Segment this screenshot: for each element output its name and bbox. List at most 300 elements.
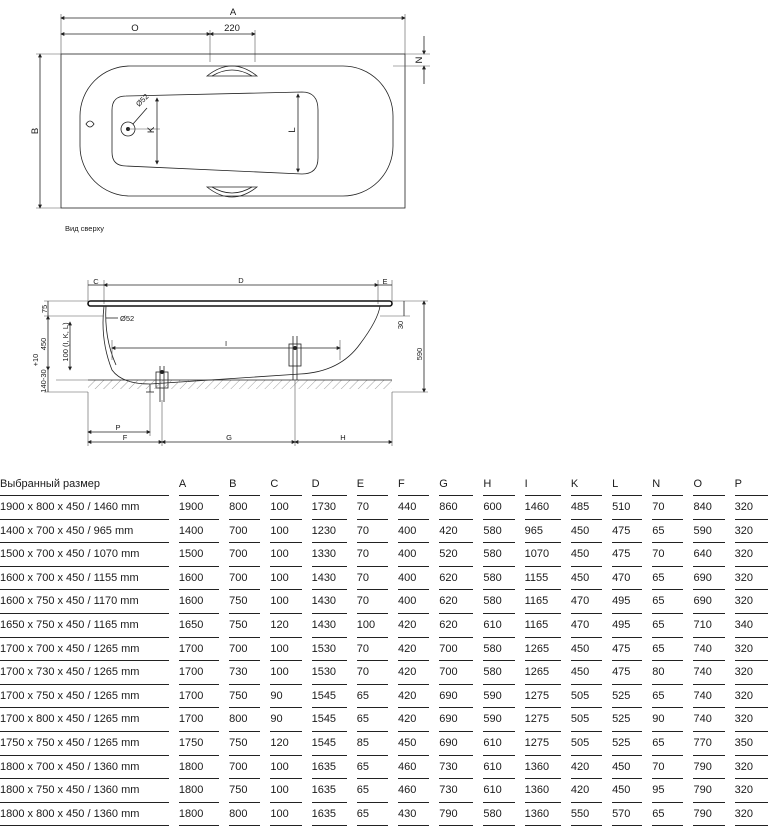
value-cell: 400 — [398, 590, 429, 614]
column-gap — [388, 731, 398, 755]
column-gap — [260, 519, 270, 543]
value-cell: 475 — [612, 661, 642, 685]
value-cell: 1750 — [179, 731, 219, 755]
column-gap — [602, 731, 612, 755]
value-cell: 1545 — [312, 684, 347, 708]
value-cell: 700 — [229, 519, 260, 543]
side-view — [31, 276, 428, 446]
column-gap — [429, 684, 439, 708]
drain-diameter-label: Ø52 — [134, 92, 151, 109]
column-gap — [260, 496, 270, 520]
column-gap — [602, 684, 612, 708]
column-gap — [642, 661, 652, 685]
column-gap — [515, 590, 525, 614]
header-col-k: K — [571, 473, 602, 496]
column-gap — [388, 708, 398, 732]
column-gap — [302, 779, 312, 803]
table-row — [0, 731, 768, 755]
value-cell: 750 — [229, 613, 260, 637]
value-cell: 320 — [735, 590, 768, 614]
value-cell: 730 — [229, 661, 260, 685]
column-gap — [561, 637, 571, 661]
value-cell: 1650 — [179, 613, 219, 637]
value-cell: 700 — [439, 637, 473, 661]
value-cell: 420 — [439, 519, 473, 543]
size-cell: 1700 x 800 x 450 / 1265 mm — [0, 708, 169, 732]
value-cell: 100 — [270, 543, 301, 567]
value-cell: 1530 — [312, 661, 347, 685]
header-col-e: E — [357, 473, 388, 496]
column-gap — [602, 566, 612, 590]
column-gap — [725, 779, 735, 803]
value-cell: 1165 — [525, 613, 561, 637]
header-col-h: H — [483, 473, 514, 496]
value-cell: 320 — [735, 802, 768, 826]
value-cell: 790 — [693, 802, 724, 826]
column-gap — [642, 496, 652, 520]
value-cell: 1800 — [179, 779, 219, 803]
value-cell: 620 — [439, 590, 473, 614]
table-row — [0, 637, 768, 661]
column-gap — [429, 708, 439, 732]
column-gap — [725, 519, 735, 543]
column-gap — [642, 779, 652, 803]
table-row — [0, 613, 768, 637]
value-cell: 550 — [571, 802, 602, 826]
column-gap — [302, 519, 312, 543]
dimensions-table — [0, 473, 768, 826]
column-gap — [683, 590, 693, 614]
value-cell: 1430 — [312, 590, 347, 614]
column-gap — [169, 496, 179, 520]
column-gap — [515, 566, 525, 590]
value-cell: 70 — [357, 590, 388, 614]
column-gap — [347, 708, 357, 732]
column-gap — [683, 473, 693, 496]
column-gap — [302, 543, 312, 567]
column-gap — [388, 802, 398, 826]
value-cell: 1275 — [525, 731, 561, 755]
value-cell: 320 — [735, 708, 768, 732]
column-gap — [347, 637, 357, 661]
value-cell: 790 — [439, 802, 473, 826]
value-cell: 640 — [693, 543, 724, 567]
column-gap — [602, 755, 612, 779]
dim-220-label: 220 — [224, 23, 240, 34]
column-gap — [260, 590, 270, 614]
value-cell: 100 — [270, 637, 301, 661]
value-cell: 450 — [398, 731, 429, 755]
dim-i-label: I — [224, 339, 228, 348]
column-gap — [515, 802, 525, 826]
dim-l-label: L — [287, 127, 298, 133]
column-gap — [561, 543, 571, 567]
value-cell: 320 — [735, 543, 768, 567]
column-gap — [642, 684, 652, 708]
value-cell: 320 — [735, 637, 768, 661]
column-gap — [602, 613, 612, 637]
value-cell: 750 — [229, 731, 260, 755]
value-cell: 320 — [735, 519, 768, 543]
value-cell: 65 — [357, 684, 388, 708]
column-gap — [347, 684, 357, 708]
column-gap — [683, 496, 693, 520]
value-cell: 70 — [357, 543, 388, 567]
column-gap — [561, 755, 571, 779]
column-gap — [725, 496, 735, 520]
header-col-n: N — [652, 473, 683, 496]
column-gap — [429, 590, 439, 614]
value-cell: 70 — [357, 566, 388, 590]
value-cell: 610 — [483, 613, 514, 637]
dim-g-label: G — [226, 433, 232, 442]
value-cell: 610 — [483, 731, 514, 755]
header-selected-size: Выбранный размер — [0, 473, 169, 496]
column-gap — [347, 543, 357, 567]
column-gap — [642, 755, 652, 779]
dim-100-label: 100 (I, K, L) — [61, 322, 70, 362]
column-gap — [642, 731, 652, 755]
value-cell: 790 — [693, 755, 724, 779]
value-cell: 80 — [652, 661, 683, 685]
column-gap — [169, 543, 179, 567]
value-cell: 505 — [571, 684, 602, 708]
column-gap — [642, 473, 652, 496]
value-cell: 65 — [357, 802, 388, 826]
column-gap — [219, 637, 229, 661]
value-cell: 580 — [483, 802, 514, 826]
column-gap — [473, 779, 483, 803]
value-cell: 800 — [229, 708, 260, 732]
size-cell: 1400 x 700 x 450 / 965 mm — [0, 519, 169, 543]
value-cell: 470 — [571, 590, 602, 614]
column-gap — [169, 731, 179, 755]
column-gap — [683, 731, 693, 755]
value-cell: 1460 — [525, 496, 561, 520]
value-cell: 840 — [693, 496, 724, 520]
column-gap — [561, 473, 571, 496]
column-gap — [219, 519, 229, 543]
column-gap — [515, 543, 525, 567]
value-cell: 100 — [270, 590, 301, 614]
column-gap — [561, 661, 571, 685]
column-gap — [683, 519, 693, 543]
column-gap — [169, 779, 179, 803]
header-col-c: C — [270, 473, 301, 496]
value-cell: 450 — [571, 566, 602, 590]
value-cell: 100 — [270, 519, 301, 543]
size-cell: 1900 x 800 x 450 / 1460 mm — [0, 496, 169, 520]
column-gap — [642, 566, 652, 590]
value-cell: 65 — [652, 802, 683, 826]
column-gap — [260, 637, 270, 661]
value-cell: 95 — [652, 779, 683, 803]
value-cell: 1600 — [179, 590, 219, 614]
column-gap — [473, 590, 483, 614]
column-gap — [515, 684, 525, 708]
value-cell: 70 — [357, 661, 388, 685]
value-cell: 420 — [398, 637, 429, 661]
value-cell: 690 — [439, 684, 473, 708]
value-cell: 85 — [357, 731, 388, 755]
value-cell: 320 — [735, 566, 768, 590]
column-gap — [388, 519, 398, 543]
column-gap — [429, 731, 439, 755]
column-gap — [388, 755, 398, 779]
column-gap — [260, 473, 270, 496]
column-gap — [169, 661, 179, 685]
size-cell: 1600 x 700 x 450 / 1155 mm — [0, 566, 169, 590]
column-gap — [561, 779, 571, 803]
column-gap — [725, 566, 735, 590]
size-cell: 1800 x 750 x 450 / 1360 mm — [0, 779, 169, 803]
value-cell: 65 — [652, 566, 683, 590]
value-cell: 730 — [439, 779, 473, 803]
column-gap — [725, 755, 735, 779]
column-gap — [429, 543, 439, 567]
column-gap — [473, 755, 483, 779]
value-cell: 1700 — [179, 637, 219, 661]
column-gap — [169, 613, 179, 637]
column-gap — [683, 566, 693, 590]
column-gap — [302, 590, 312, 614]
column-gap — [388, 779, 398, 803]
column-gap — [347, 473, 357, 496]
value-cell: 1330 — [312, 543, 347, 567]
column-gap — [725, 590, 735, 614]
value-cell: 320 — [735, 661, 768, 685]
column-gap — [260, 802, 270, 826]
column-gap — [725, 802, 735, 826]
value-cell: 800 — [229, 802, 260, 826]
column-gap — [561, 519, 571, 543]
value-cell: 1635 — [312, 779, 347, 803]
table-row — [0, 755, 768, 779]
column-gap — [260, 661, 270, 685]
value-cell: 400 — [398, 566, 429, 590]
column-gap — [473, 708, 483, 732]
column-gap — [429, 779, 439, 803]
table-row — [0, 779, 768, 803]
value-cell: 505 — [571, 731, 602, 755]
header-col-a: A — [179, 473, 219, 496]
value-cell: 65 — [652, 519, 683, 543]
table-row — [0, 708, 768, 732]
value-cell: 1360 — [525, 755, 561, 779]
value-cell: 1500 — [179, 543, 219, 567]
value-cell: 320 — [735, 755, 768, 779]
value-cell: 100 — [270, 755, 301, 779]
value-cell: 450 — [571, 637, 602, 661]
value-cell: 580 — [483, 590, 514, 614]
column-gap — [561, 708, 571, 732]
value-cell: 400 — [398, 543, 429, 567]
column-gap — [388, 496, 398, 520]
column-gap — [219, 566, 229, 590]
dim-e-label: E — [382, 277, 388, 286]
column-gap — [683, 543, 693, 567]
column-gap — [388, 661, 398, 685]
value-cell: 475 — [612, 637, 642, 661]
column-gap — [169, 708, 179, 732]
column-gap — [683, 637, 693, 661]
column-gap — [347, 779, 357, 803]
column-gap — [515, 708, 525, 732]
value-cell: 1275 — [525, 708, 561, 732]
value-cell: 590 — [693, 519, 724, 543]
dim-140-label: 140-30 — [39, 369, 48, 393]
column-gap — [561, 496, 571, 520]
floor-hatching — [88, 380, 392, 389]
column-gap — [602, 779, 612, 803]
value-cell: 600 — [483, 496, 514, 520]
column-gap — [683, 684, 693, 708]
column-gap — [515, 779, 525, 803]
size-cell: 1700 x 700 x 450 / 1265 mm — [0, 637, 169, 661]
value-cell: 965 — [525, 519, 561, 543]
column-gap — [219, 708, 229, 732]
column-gap — [169, 473, 179, 496]
value-cell: 1430 — [312, 613, 347, 637]
value-cell: 450 — [571, 519, 602, 543]
value-cell: 740 — [693, 684, 724, 708]
dim-n-label: N — [414, 56, 425, 64]
column-gap — [347, 731, 357, 755]
column-gap — [347, 802, 357, 826]
column-gap — [561, 613, 571, 637]
column-gap — [169, 802, 179, 826]
value-cell: 730 — [439, 755, 473, 779]
value-cell: 690 — [439, 708, 473, 732]
value-cell: 65 — [357, 779, 388, 803]
header-col-d: D — [312, 473, 347, 496]
leg-right — [289, 336, 301, 380]
dim-10-label: +10 — [31, 353, 40, 367]
column-gap — [219, 684, 229, 708]
value-cell: 470 — [612, 566, 642, 590]
column-gap — [429, 496, 439, 520]
column-gap — [388, 637, 398, 661]
value-cell: 700 — [229, 637, 260, 661]
column-gap — [683, 779, 693, 803]
column-gap — [602, 473, 612, 496]
value-cell: 570 — [612, 802, 642, 826]
value-cell: 750 — [229, 590, 260, 614]
size-cell: 1500 x 700 x 450 / 1070 mm — [0, 543, 169, 567]
column-gap — [219, 590, 229, 614]
column-gap — [302, 613, 312, 637]
value-cell: 1700 — [179, 661, 219, 685]
table-row — [0, 684, 768, 708]
column-gap — [473, 731, 483, 755]
column-gap — [260, 566, 270, 590]
column-gap — [642, 613, 652, 637]
table-row — [0, 566, 768, 590]
value-cell: 350 — [735, 731, 768, 755]
column-gap — [260, 543, 270, 567]
header-col-b: B — [229, 473, 260, 496]
column-gap — [473, 473, 483, 496]
column-gap — [602, 496, 612, 520]
value-cell: 1635 — [312, 802, 347, 826]
value-cell: 710 — [693, 613, 724, 637]
value-cell: 320 — [735, 496, 768, 520]
dim-h-label: H — [340, 433, 346, 442]
value-cell: 450 — [571, 661, 602, 685]
value-cell: 475 — [612, 543, 642, 567]
column-gap — [169, 755, 179, 779]
column-gap — [683, 708, 693, 732]
column-gap — [347, 590, 357, 614]
column-gap — [473, 613, 483, 637]
value-cell: 70 — [652, 755, 683, 779]
dim-75-label: 75 — [40, 304, 49, 314]
column-gap — [429, 802, 439, 826]
column-gap — [429, 755, 439, 779]
column-gap — [725, 543, 735, 567]
header-col-g: G — [439, 473, 473, 496]
column-gap — [473, 802, 483, 826]
value-cell: 620 — [439, 613, 473, 637]
value-cell: 1600 — [179, 566, 219, 590]
column-gap — [602, 802, 612, 826]
value-cell: 495 — [612, 613, 642, 637]
column-gap — [429, 637, 439, 661]
value-cell: 475 — [612, 519, 642, 543]
dim-f-label: F — [122, 433, 128, 442]
table-body — [0, 496, 768, 826]
value-cell: 460 — [398, 755, 429, 779]
column-gap — [169, 566, 179, 590]
column-gap — [169, 590, 179, 614]
value-cell: 1700 — [179, 708, 219, 732]
table-header-row — [0, 473, 768, 496]
column-gap — [725, 637, 735, 661]
value-cell: 860 — [439, 496, 473, 520]
column-gap — [515, 661, 525, 685]
dim-450-label: 450 — [39, 337, 48, 351]
value-cell: 1265 — [525, 661, 561, 685]
value-cell: 740 — [693, 637, 724, 661]
value-cell: 320 — [735, 684, 768, 708]
header-col-f: F — [398, 473, 429, 496]
column-gap — [388, 473, 398, 496]
value-cell: 1360 — [525, 779, 561, 803]
value-cell: 520 — [439, 543, 473, 567]
value-cell: 690 — [693, 566, 724, 590]
value-cell: 450 — [571, 543, 602, 567]
column-gap — [347, 661, 357, 685]
column-gap — [388, 543, 398, 567]
value-cell: 700 — [229, 566, 260, 590]
value-cell: 1700 — [179, 684, 219, 708]
column-gap — [429, 519, 439, 543]
column-gap — [515, 473, 525, 496]
value-cell: 690 — [693, 590, 724, 614]
column-gap — [561, 590, 571, 614]
column-gap — [473, 543, 483, 567]
table-row — [0, 543, 768, 567]
column-gap — [169, 684, 179, 708]
column-gap — [602, 519, 612, 543]
value-cell: 580 — [483, 543, 514, 567]
value-cell: 700 — [439, 661, 473, 685]
column-gap — [642, 519, 652, 543]
column-gap — [515, 613, 525, 637]
column-gap — [725, 708, 735, 732]
table-row — [0, 802, 768, 826]
value-cell: 70 — [357, 637, 388, 661]
